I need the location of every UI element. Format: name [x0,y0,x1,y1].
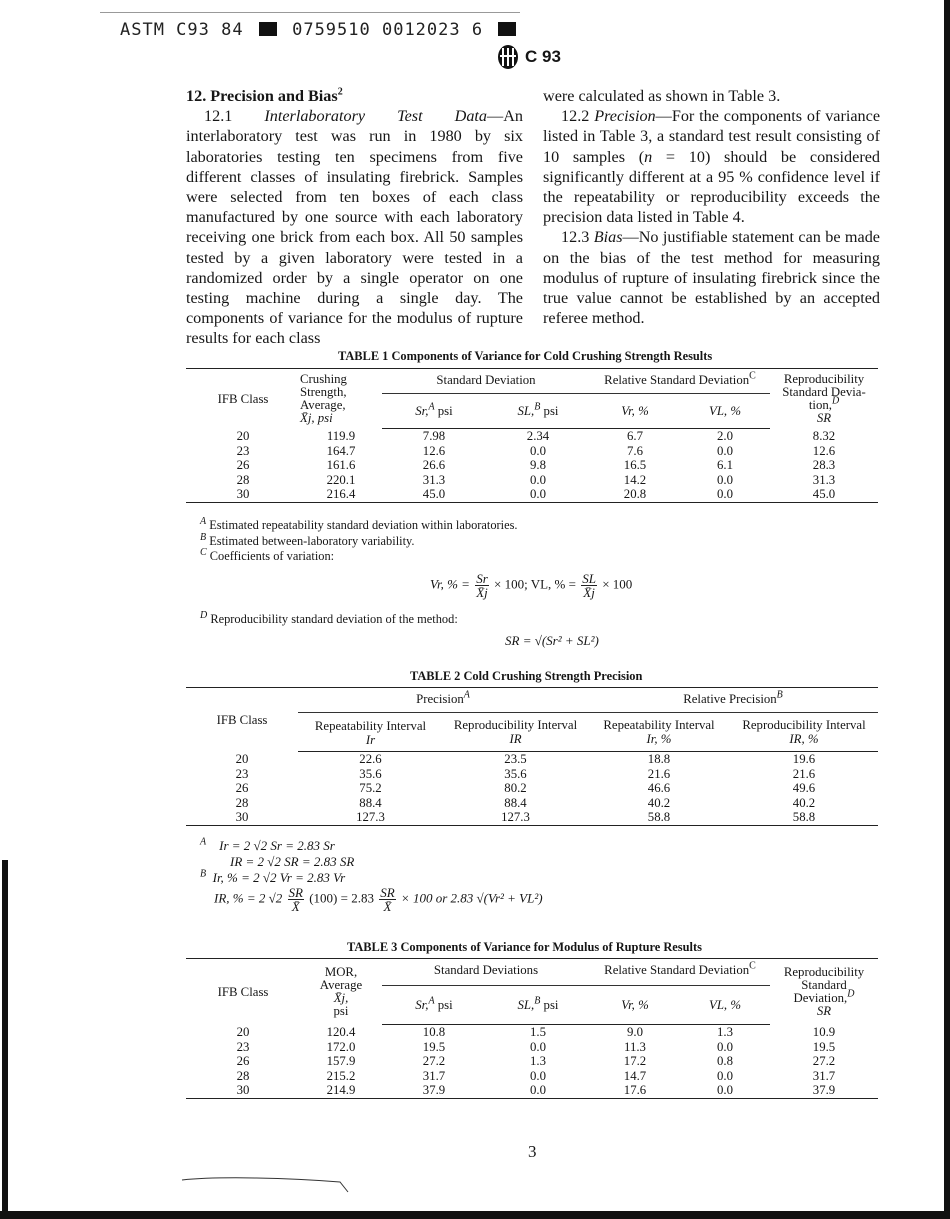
table-2 [186,687,878,826]
col-header-relative-precision: Relative Precision$^B$ [588,688,878,713]
table-row: 30 214.9 37.9 0.0 17.6 0.0 37.9 [186,1083,878,1098]
table-row: 30 216.4 45.0 0.0 20.8 0.0 45.0 [186,487,878,502]
redaction-block [498,22,516,36]
col-header-crushing: Crushing Strength, Average, X̄j, psi [300,369,382,429]
formula-reproducibility: SR = √(Sr² + SL²) [505,633,599,648]
table-2-title: TABLE 2 Cold Crushing Strength Precision [410,669,643,683]
scan-top-rule [100,12,520,13]
col-header-precision: Precision$^A$ [298,688,588,713]
footnote-c: $^C$ Coefficients of variation: [200,546,335,563]
paragraph-12-1: 12.1 Interlaboratory Test Data—An interlaboratory test was run in 1980 by six laboratories testing ten specimens from five different classes of insulating firebrick. Samples were selected from ten boxes of each class manufactured by one source with each laboratory receiving one brick from each box. All 50 samples tested by a given laboratory were tested in a randomized order by a single operator on one testing machine during a single day. The components of variance for the modulus of rupture results for each class [186,107,523,348]
col-header-reproducibility: Reproducibility Standard Devia- tion,$^D$ SR [770,369,878,429]
code-number: 0759510 0012023 6 [292,20,484,40]
pen-mark-icon [180,1172,360,1194]
code-prefix: ASTM C93 84 [120,20,244,40]
col-header-reproducibility: Reproducibility Interval IR [443,713,588,752]
col-header-reproducibility-rel: Reproducibility Interval IR, % [730,713,878,752]
col-header-std-dev: Standard Deviation [382,369,590,394]
col-header-vl: VL, % [680,394,770,429]
table-1-body [186,429,878,503]
page-number: 3 [528,1142,537,1161]
table-row: 20 119.9 7.98 2.34 6.7 2.0 8.32 [236,428,836,443]
table-row: 26 157.9 27.2 1.3 17.2 0.8 27.2 [236,1054,836,1068]
col-header-repeatability-rel: Repeatability Interval Ir, % [588,713,730,752]
table-row: 26 75.2 80.2 46.6 49.6 [235,781,816,795]
formula-relative-repeatability: $^B$ Ir, % = 2 √2 Vr = 2.83 Vr [200,868,346,885]
col-header-class: IFB Class [186,959,300,1025]
table-row: 30 127.3 127.3 58.8 58.8 [186,810,878,825]
footnote-b: $^B$ Estimated between-laboratory variability. [200,531,415,548]
text-column-right [543,86,880,328]
formula-reproducibility-interval: IR = 2 √2 SR = 2.83 SR [230,854,355,869]
col-header-sl: SL,$^B$ psi [486,394,590,429]
formula-repeatability-interval: $^A$ Ir = 2 √2 Sr = 2.83 Sr [200,836,335,853]
col-header-sl: SL,$^B$ psi [486,986,590,1025]
redaction-block [259,22,277,36]
formula-relative-reproducibility: IR, % = 2 √2 $\frac{SR}{X̄}$ (100) = 2.83 $\frac{SR}{X̄}$ × 100 or 2.83 √(Vr² + VL²) [214,885,543,914]
paragraph-12-2: 12.2 Precision—For the components of variance listed in Table 3, a standard test result consisting of 10 samples (n = 10) should be considered significantly different at a 95 % confidence level if the repeatability or reproducibility exceeds the precision data listed in Table 4. [543,107,881,227]
section-heading: 12. Precision and Bias$^2$ [186,86,343,105]
scan-border-right [944,0,950,1219]
standard-designation: C 93 [525,47,561,66]
table-row: 28 88.4 88.4 40.2 40.2 [235,795,816,810]
footnote-d: $^D$ Reproducibility standard deviation of the method: [200,609,458,626]
col-header-vr: Vr, % [590,394,680,429]
col-header-class: IFB Class [186,688,298,752]
text-column-left [186,86,523,349]
paragraph-12-3: 12.3 Bias—No justifiable statement can be made on the bias of the test method for measuring modulus of rupture of insulating firebrick since the true value cannot be established by an accepted referee method. [543,228,880,328]
table-row: 23 172.0 19.5 0.0 11.3 0.0 19.5 [236,1039,836,1054]
table-3-title: TABLE 3 Components of Variance for Modulus of Rupture Results [347,940,702,954]
formula-coefficients: Vr, % = $\frac{Sr}{X̄j}$ × 100; VL, % = $\frac{SL}{X̄j}$ × 100 [430,571,633,600]
table-row: 20 120.4 10.8 1.5 9.0 1.3 10.9 [236,1024,836,1039]
footnote-a: $^A$ Estimated repeatability standard deviation within laboratories. [200,515,518,532]
col-header-sr: Sr,$^A$ psi [382,394,486,429]
col-header-rel-std-dev: Relative Standard Deviation$^C$ [590,959,770,986]
table-row: 28 220.1 31.3 0.0 14.2 0.0 31.3 [236,472,836,487]
col-header-mor: MOR, Average X̄j, psi [300,959,382,1025]
col-header-repeatability: Repeatability Interval Ir [298,713,443,752]
col-header-std-dev: Standard Deviations [382,959,590,986]
col-header-vl: VL, % [680,986,770,1025]
table-row: 23 35.6 35.6 21.6 21.6 [235,766,816,781]
table-row: 26 161.6 26.6 9.8 16.5 6.1 28.3 [236,458,836,472]
paragraph-12-1-continued: were calculated as shown in Table 3. [543,87,781,105]
table-row: 20 22.6 23.5 18.8 19.6 [235,751,816,766]
col-header-vr: Vr, % [590,986,680,1025]
scan-border-bottom [0,1211,950,1219]
astm-logo-icon [497,44,519,70]
table-3 [186,958,878,1099]
table-1-title: TABLE 1 Components of Variance for Cold Crushing Strength Results [338,349,713,363]
table-row: 28 215.2 31.7 0.0 14.7 0.0 31.7 [236,1068,836,1083]
col-header-rel-std-dev: Relative Standard Deviation$^C$ [590,369,770,394]
table-2-body [186,752,878,826]
table-3-body [186,1025,878,1099]
col-header-reproducibility: Reproducibility Standard Deviation,$^D$ SR [770,959,878,1025]
col-header-sr: Sr,$^A$ psi [382,986,486,1025]
astm-logo [497,44,561,70]
document-code [120,20,520,40]
col-header-class: IFB Class [186,369,300,429]
table-row: 23 164.7 12.6 0.0 7.6 0.0 12.6 [236,443,836,458]
scan-border-left [2,860,8,1215]
table-1 [186,368,878,503]
